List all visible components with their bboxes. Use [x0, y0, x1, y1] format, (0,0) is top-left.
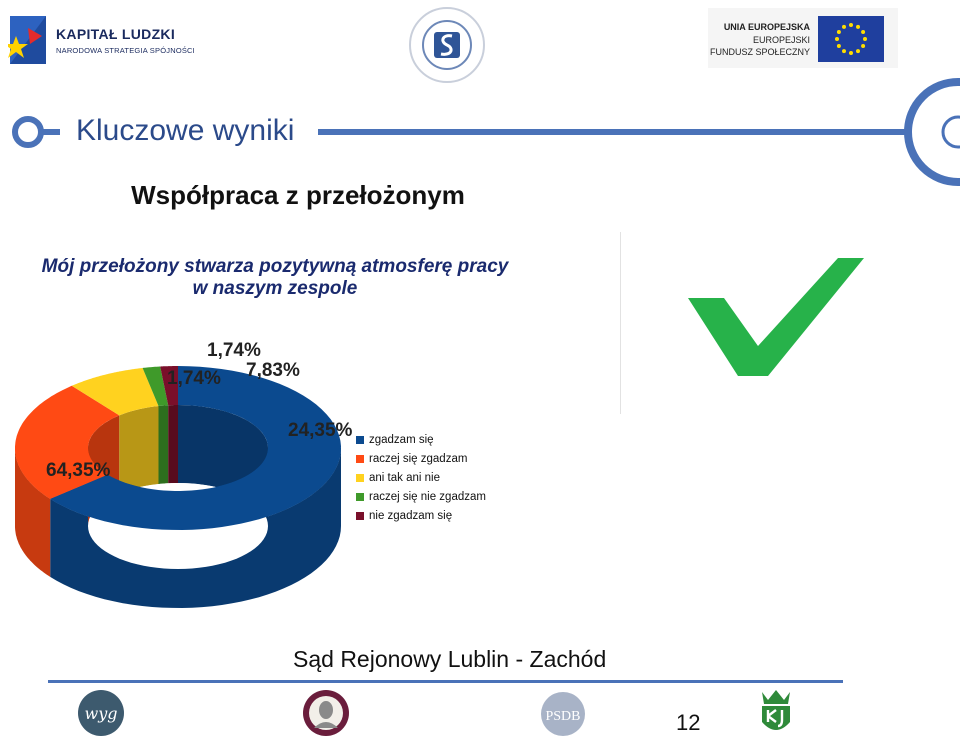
psdb-logo-icon — [538, 690, 588, 738]
legend-swatch — [356, 493, 364, 501]
slide-title: Kluczowe wyniki — [76, 114, 295, 147]
legend-item — [356, 468, 486, 487]
data-label-nie-zgadzam: 1,74% — [207, 340, 261, 361]
title-right-ring-icon — [908, 82, 960, 182]
legend-item — [356, 487, 486, 506]
legend-item — [356, 449, 486, 468]
page-number: 12 — [676, 710, 701, 735]
eu-line3: FUNDUSZ SPOŁECZNY — [709, 47, 810, 57]
eu-line1: UNIA EUROPEJSKA — [723, 22, 810, 32]
portrait-medal-icon — [300, 688, 352, 738]
donut-inner-wall-3 — [159, 405, 169, 484]
legend-item — [356, 430, 486, 449]
court-name: Sąd Rejonowy Lublin - Zachód — [293, 646, 607, 672]
data-label-raczej-zgadzam: 24,35% — [288, 420, 353, 441]
kapital-ludzki-title: KAPITAŁ LUDZKI — [56, 26, 176, 42]
chart-subtitle-line2: w naszym zespole — [192, 278, 358, 299]
vertical-divider — [620, 232, 621, 414]
checkmark-icon — [680, 250, 870, 385]
legend-label: zgadzam się — [369, 433, 434, 446]
chart-subtitle-line1: Mój przełożony stwarza pozytywną atmosferę pracy — [41, 256, 509, 277]
court-crest-icon — [756, 688, 796, 738]
wyg-logo-icon — [76, 688, 126, 738]
footer-rule — [48, 680, 843, 683]
chart-legend — [356, 430, 486, 525]
legend-swatch — [356, 474, 364, 482]
legend-item — [356, 506, 486, 525]
wyg-logo-text: wyg — [84, 704, 118, 723]
eu-logo — [708, 8, 898, 68]
data-label-raczej-nie: 1,74% — [167, 368, 221, 389]
legend-label: raczej się nie zgadzam — [369, 490, 486, 503]
legend-swatch — [356, 436, 364, 444]
eu-flag-icon — [818, 16, 884, 62]
donut-inner-wall-4 — [168, 405, 178, 483]
kapital-ludzki-subtitle: NARODOWA STRATEGIA SPÓJNOŚCI — [56, 46, 195, 55]
psdb-logo-text: PSDB — [545, 709, 581, 724]
data-label-zgadzam: 64,35% — [46, 460, 111, 481]
legend-swatch — [356, 455, 364, 463]
data-label-ani-tak: 7,83% — [246, 360, 300, 381]
chart-title: Współpraca z przełożonym — [131, 180, 465, 210]
legend-label: nie zgadzam się — [369, 509, 453, 522]
legend-label: raczej się zgadzam — [369, 452, 468, 465]
legend-label: ani tak ani nie — [369, 471, 440, 484]
eu-line2: EUROPEJSKI — [752, 35, 810, 45]
donut-inner-wall-2 — [119, 406, 158, 493]
legend-swatch — [356, 512, 364, 520]
